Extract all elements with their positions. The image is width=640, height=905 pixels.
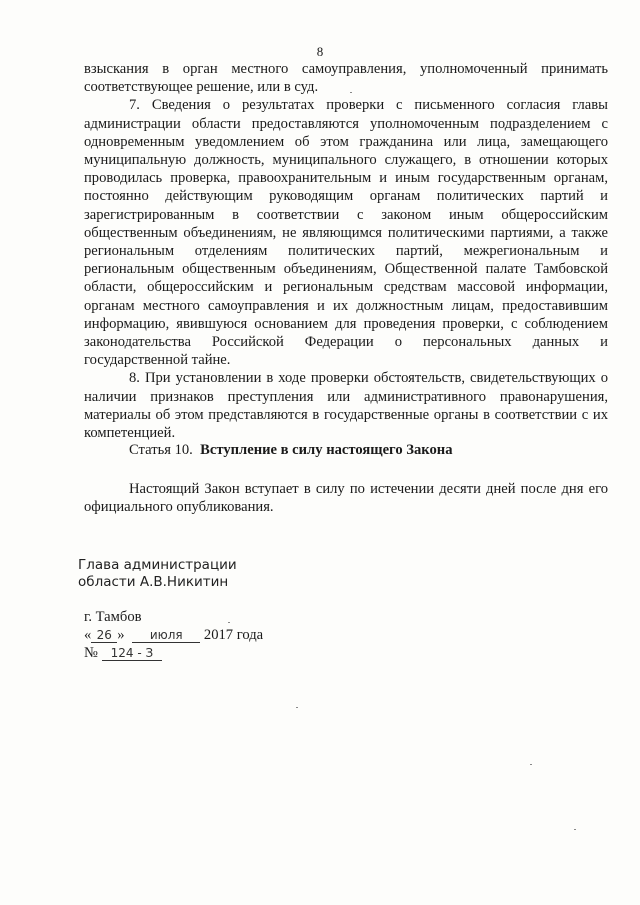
number-sign: № (84, 645, 98, 661)
paragraph-7: 7. Сведения о результатах проверки с письменного согласия главы администрации области предоставляются уполномоченным подразделением с одновременным уведомлением об этом гражданина или лица, замещающего муниципальную должность, муниципального служащего, в отношении которых проводилась проверка, правоохранительным и иным государственным органам, постоянно действующим руководящим органам политических партий и зарегистрированным в соответствии с законом иным общероссийским общественным объединениям, не являющимся политическими партиями, а также региональным отделениям политических партий, межрегиональным и региональным общественным объединениям, Общественной палате Тамбовской области, общероссийским и региональным средствам массовой информации, органам местного самоуправления и их должностным лицам, предоставившим информацию, явившуюся основанием для проведения проверки, с соблюдением законодательства Российской Федерации о персональных данных и государственной тайне. (84, 97, 608, 369)
date-close-quote: » (117, 627, 125, 643)
place-of-signing: г. Тамбов (84, 609, 142, 625)
date-month: июля (132, 628, 200, 643)
signature-name: области А.В.Никитин (78, 574, 229, 590)
scan-speck (530, 764, 532, 765)
date-open-quote: « (84, 627, 92, 643)
scan-speck (350, 92, 352, 93)
paragraph-continuation: взыскания в орган местного самоуправления, уполномоченный принимать соответствующее решение, или в суд. (84, 61, 608, 96)
signature-title: Глава администрации (78, 557, 237, 573)
final-provision (84, 480, 608, 516)
scan-speck (228, 622, 230, 623)
date-line (84, 626, 263, 644)
date-year: 2017 года (203, 627, 264, 643)
article-heading (84, 441, 608, 459)
article-label: Статья 10. (129, 442, 193, 458)
law-text (84, 60, 608, 442)
scan-speck (296, 707, 298, 708)
final-paragraph: Настоящий Закон вступает в силу по истечении десяти дней после дня его официального опубликования. (84, 481, 608, 516)
paragraph-8: 8. При установлении в ходе проверки обстоятельств, свидетельствующих о наличии признаков преступления или административного правонарушения, материалы об этом представляются в государственные органы в соответствии с их компетенцией. (84, 370, 608, 442)
date-day: 26 (91, 628, 117, 643)
law-number: 124 - З (102, 646, 162, 661)
article-title: Вступление в силу настоящего Закона (200, 442, 453, 458)
signature-block (78, 557, 237, 591)
scan-speck (574, 829, 576, 830)
page-number: 8 (316, 44, 324, 59)
law-number-line (84, 644, 162, 662)
